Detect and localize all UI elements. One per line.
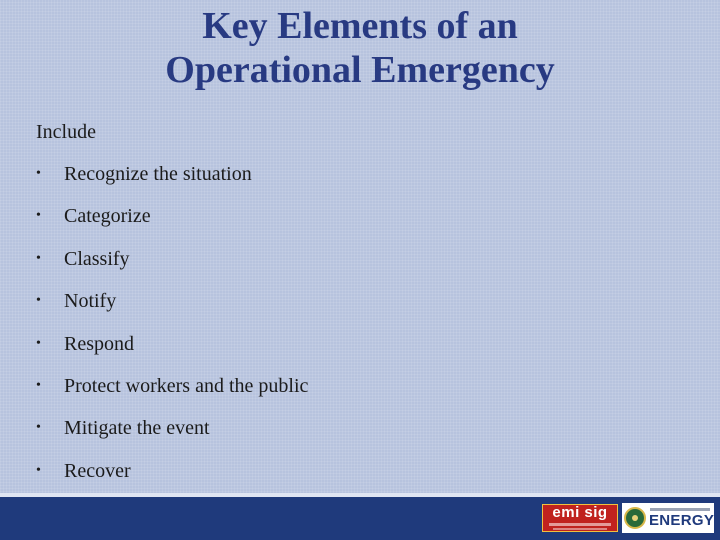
doe-logo-text: ENERGY [649,512,715,529]
bullet-icon: • [36,166,41,181]
list-item [36,330,676,372]
bullet-icon: • [36,335,41,351]
emi-sig-logo-text: emi sig [552,504,608,521]
doe-seal-icon [624,507,646,529]
bullet-text: Recover [64,459,131,482]
intro-text: Include [36,121,96,143]
bullet-text: Respond [64,332,134,355]
list-item [36,287,676,329]
slide-title [0,4,720,92]
bullet-icon: • [36,377,41,393]
list-item [36,372,676,414]
bullet-text: Categorize [64,205,151,228]
bullet-icon: • [36,293,41,309]
bullet-icon: • [36,462,41,478]
list-item [36,202,676,244]
bullet-text: Notify [64,290,117,313]
emi-sig-logo [542,504,618,532]
list-item [36,160,676,202]
doe-logo [622,503,714,533]
bullet-text: Recognize the situation [64,163,252,185]
bullet-text: Classify [64,247,130,270]
bullet-text: Mitigate the event [64,417,210,440]
title-line-2: Operational Emergency [165,49,555,91]
slide-body [36,118,676,499]
title-line-1: Key Elements of an [202,5,518,47]
bullet-icon: • [36,208,41,224]
bullet-icon: • [36,250,41,266]
bullet-text: Protect workers and the public [64,374,309,397]
bullet-list [36,160,676,499]
bullet-icon: • [36,420,41,436]
list-item [36,414,676,456]
list-item [36,245,676,287]
